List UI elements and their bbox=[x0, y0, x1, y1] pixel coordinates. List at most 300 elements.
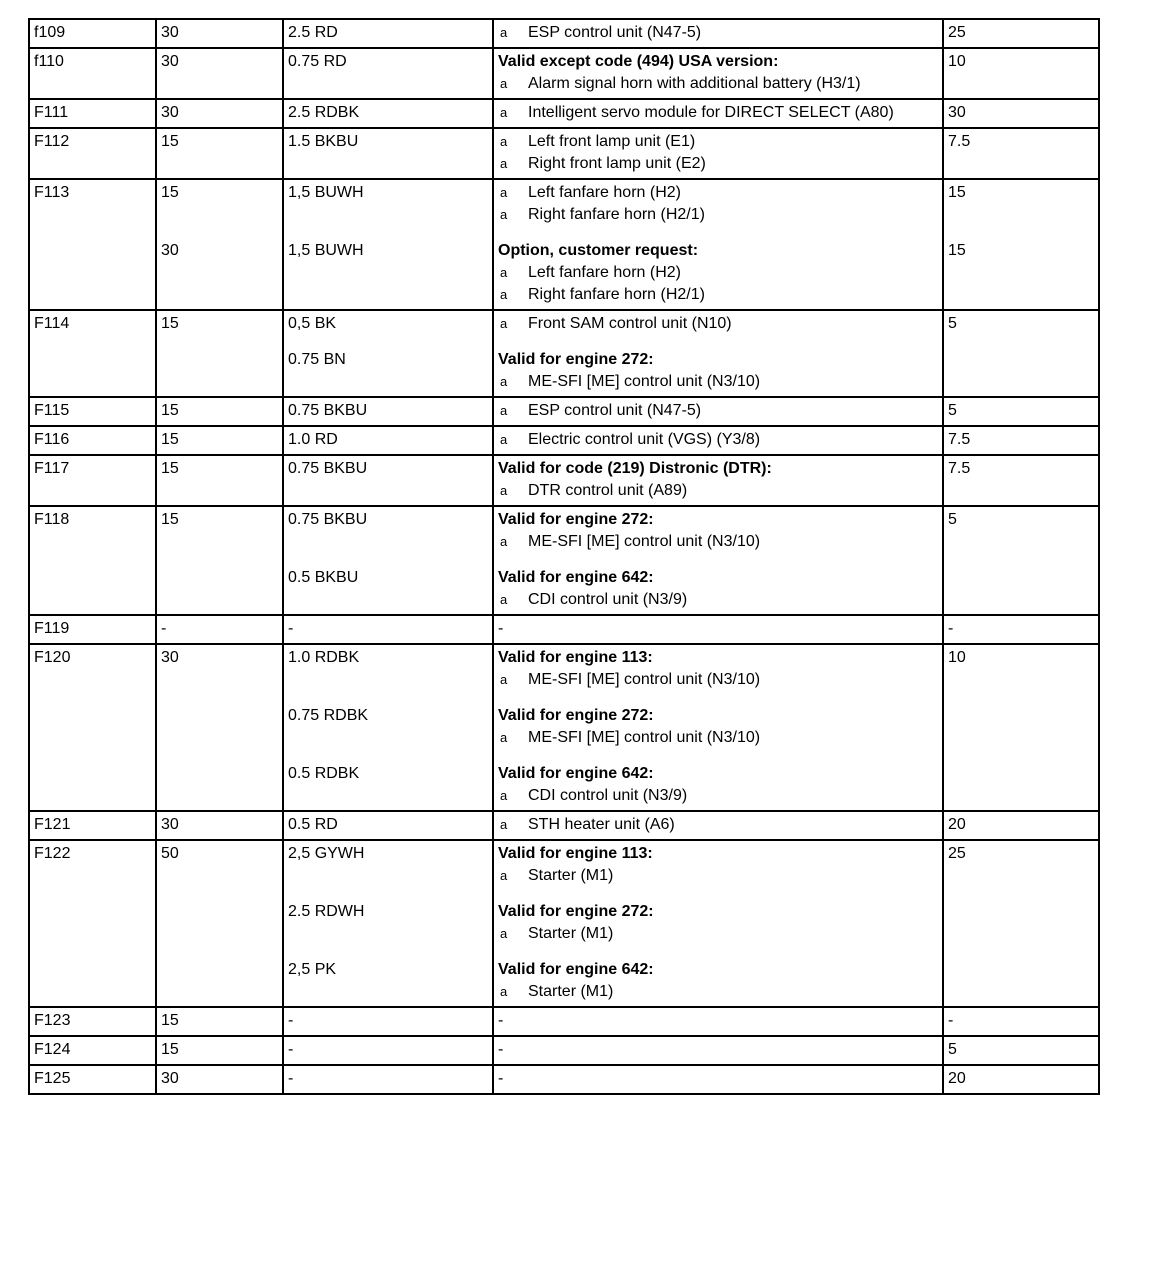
amperage-cell bbox=[943, 644, 1099, 811]
wire-group bbox=[288, 843, 488, 887]
consumer-name: ME-SFI [ME] control unit (N3/10) bbox=[528, 729, 761, 746]
wire-spec: 1.5 BKBU bbox=[288, 133, 359, 150]
bullet-glyph: a bbox=[500, 25, 508, 40]
amperage-cell bbox=[943, 310, 1099, 397]
fuse-number: F117 bbox=[34, 460, 70, 477]
fuse-number: f110 bbox=[34, 53, 64, 70]
wire-cell bbox=[283, 644, 493, 811]
wire-spec: - bbox=[288, 1070, 294, 1087]
amperage-value: 7.5 bbox=[948, 431, 971, 448]
terminal-cell bbox=[156, 19, 283, 48]
wire-spec: - bbox=[288, 1012, 294, 1029]
bullet-glyph: a bbox=[500, 207, 508, 222]
amperage-value: 7.5 bbox=[948, 460, 971, 477]
wire-spec: 0.75 RD bbox=[288, 53, 347, 70]
table-row bbox=[29, 310, 1099, 397]
consumer-item bbox=[498, 262, 938, 284]
consumer-cell bbox=[493, 397, 943, 426]
consumer-group bbox=[498, 1068, 938, 1090]
bullet-glyph: a bbox=[500, 788, 508, 803]
table-row bbox=[29, 1007, 1099, 1036]
terminal-value: 30 bbox=[161, 1070, 179, 1087]
terminal-cell bbox=[156, 99, 283, 128]
consumer-name: Left front lamp unit (E1) bbox=[528, 133, 696, 150]
fuse-cell bbox=[29, 128, 156, 179]
consumer-text: - bbox=[498, 620, 504, 637]
wire-group bbox=[288, 959, 488, 1003]
consumer-item bbox=[498, 284, 938, 306]
fuse-number: F122 bbox=[34, 845, 71, 862]
consumer-name: ME-SFI [ME] control unit (N3/10) bbox=[528, 533, 761, 550]
consumer-item bbox=[498, 102, 938, 124]
consumer-group bbox=[498, 313, 938, 335]
consumer-item bbox=[498, 182, 938, 204]
terminal-cell bbox=[156, 397, 283, 426]
amperage-cell bbox=[943, 397, 1099, 426]
consumer-name: ME-SFI [ME] control unit (N3/10) bbox=[528, 373, 761, 390]
consumer-name: Starter (M1) bbox=[528, 925, 614, 942]
condition-heading: Valid for engine 272: bbox=[498, 707, 654, 724]
amperage-value: 25 bbox=[948, 24, 966, 41]
terminal-cell bbox=[156, 455, 283, 506]
table-row bbox=[29, 455, 1099, 506]
wire-group bbox=[288, 763, 488, 807]
consumer-cell bbox=[493, 811, 943, 840]
condition-heading: Option, customer request: bbox=[498, 242, 699, 259]
table-row bbox=[29, 19, 1099, 48]
terminal-cell bbox=[156, 644, 283, 811]
fuse-cell bbox=[29, 426, 156, 455]
condition-heading: Valid for engine 642: bbox=[498, 765, 654, 782]
table-row bbox=[29, 615, 1099, 644]
amperage-cell bbox=[943, 506, 1099, 615]
amperage-cell bbox=[943, 179, 1099, 310]
consumer-name: STH heater unit (A6) bbox=[528, 816, 675, 833]
wire-spec: 1,5 BUWH bbox=[288, 242, 364, 259]
consumer-group bbox=[498, 763, 938, 807]
consumer-group bbox=[498, 22, 938, 44]
terminal-value: 50 bbox=[161, 845, 179, 862]
consumer-cell bbox=[493, 310, 943, 397]
wire-cell bbox=[283, 179, 493, 310]
table-row bbox=[29, 811, 1099, 840]
wire-cell bbox=[283, 506, 493, 615]
spacer bbox=[288, 865, 488, 887]
consumer-name: Left fanfare horn (H2) bbox=[528, 184, 681, 201]
consumer-item bbox=[498, 923, 938, 945]
wire-spec: 2.5 RDBK bbox=[288, 104, 360, 121]
wire-group bbox=[288, 647, 488, 691]
spacer bbox=[288, 785, 488, 807]
consumer-name: CDI control unit (N3/9) bbox=[528, 591, 688, 608]
consumer-group bbox=[498, 102, 938, 124]
consumer-name: Front SAM control unit (N10) bbox=[528, 315, 732, 332]
wire-spec: 0.75 RDBK bbox=[288, 707, 369, 724]
consumer-name: Starter (M1) bbox=[528, 867, 614, 884]
wire-spec: - bbox=[288, 1041, 294, 1058]
condition-heading: Valid for code (219) Distronic (DTR): bbox=[498, 460, 772, 477]
terminal-cell bbox=[156, 48, 283, 99]
amperage-cell bbox=[943, 99, 1099, 128]
table-row bbox=[29, 426, 1099, 455]
consumer-item bbox=[498, 531, 938, 553]
amperage-cell bbox=[943, 1036, 1099, 1065]
amperage-cell bbox=[943, 840, 1099, 1007]
terminal-value: 30 bbox=[161, 816, 179, 833]
terminal-value: 15 bbox=[161, 1041, 179, 1058]
terminal-cell bbox=[156, 426, 283, 455]
terminal-cell bbox=[156, 179, 283, 310]
wire-group bbox=[288, 182, 488, 226]
fuse-table bbox=[28, 18, 1100, 1095]
consumer-group bbox=[498, 51, 938, 95]
terminal-cell bbox=[156, 128, 283, 179]
bullet-glyph: a bbox=[500, 134, 508, 149]
consumer-text: - bbox=[498, 1070, 504, 1087]
fuse-cell bbox=[29, 397, 156, 426]
amperage-cell bbox=[943, 811, 1099, 840]
terminal-value: 30 bbox=[161, 104, 179, 121]
wire-group bbox=[288, 349, 488, 393]
terminal-value: 30 bbox=[161, 53, 179, 70]
wire-cell bbox=[283, 99, 493, 128]
spacer bbox=[288, 981, 488, 1003]
condition-heading: Valid for engine 272: bbox=[498, 903, 654, 920]
consumer-cell bbox=[493, 615, 943, 644]
consumer-name: Alarm signal horn with additional battery (H3/1) bbox=[528, 75, 861, 92]
wire-spec: 0,5 BK bbox=[288, 315, 337, 332]
terminal-value: 15 bbox=[161, 511, 179, 528]
bullet-glyph: a bbox=[500, 185, 508, 200]
wire-cell bbox=[283, 811, 493, 840]
bullet-glyph: a bbox=[500, 984, 508, 999]
consumer-name: CDI control unit (N3/9) bbox=[528, 787, 688, 804]
wire-spec: 1,5 BUWH bbox=[288, 184, 364, 201]
consumer-item bbox=[498, 22, 938, 44]
consumer-group bbox=[498, 567, 938, 611]
consumer-cell bbox=[493, 1065, 943, 1094]
bullet-glyph: a bbox=[500, 374, 508, 389]
table-row bbox=[29, 397, 1099, 426]
consumer-name: Intelligent servo module for DIRECT SELECT (A80) bbox=[528, 104, 894, 121]
consumer-item bbox=[498, 480, 938, 502]
amperage-cell bbox=[943, 455, 1099, 506]
consumer-group bbox=[498, 959, 938, 1003]
wire-spec: 0.75 BKBU bbox=[288, 511, 368, 528]
wire-cell bbox=[283, 128, 493, 179]
consumer-group bbox=[498, 705, 938, 749]
consumer-group bbox=[498, 131, 938, 175]
terminal-cell bbox=[156, 1007, 283, 1036]
fuse-number: F112 bbox=[34, 133, 70, 150]
fuse-number: F118 bbox=[34, 511, 70, 528]
fuse-number: F111 bbox=[34, 104, 69, 121]
wire-cell bbox=[283, 19, 493, 48]
table-row bbox=[29, 99, 1099, 128]
amperage-value: 5 bbox=[948, 511, 957, 528]
amperage-cell bbox=[943, 1065, 1099, 1094]
consumer-cell bbox=[493, 99, 943, 128]
consumer-name: ESP control unit (N47-5) bbox=[528, 402, 702, 419]
bullet-glyph: a bbox=[500, 926, 508, 941]
amperage-value: 10 bbox=[948, 53, 966, 70]
terminal-value: - bbox=[161, 620, 167, 637]
fuse-number: F113 bbox=[34, 184, 70, 201]
bullet-glyph: a bbox=[500, 265, 508, 280]
wire-spec: 2.5 RD bbox=[288, 24, 338, 41]
terminal-cell bbox=[156, 840, 283, 1007]
bullet-glyph: a bbox=[500, 76, 508, 91]
amperage-value: - bbox=[948, 620, 954, 637]
consumer-cell bbox=[493, 644, 943, 811]
consumer-cell bbox=[493, 426, 943, 455]
wire-group bbox=[288, 705, 488, 749]
terminal-group bbox=[161, 240, 278, 262]
terminal-cell bbox=[156, 506, 283, 615]
fuse-cell bbox=[29, 1065, 156, 1094]
bullet-glyph: a bbox=[500, 432, 508, 447]
spacer bbox=[948, 204, 1094, 226]
spacer bbox=[288, 923, 488, 945]
wire-group bbox=[288, 240, 488, 306]
spacer bbox=[288, 262, 488, 284]
spacer bbox=[161, 204, 278, 226]
terminal-value: 15 bbox=[161, 184, 179, 201]
condition-heading: Valid for engine 272: bbox=[498, 351, 654, 368]
consumer-item bbox=[498, 204, 938, 226]
fuse-table-body bbox=[29, 19, 1099, 1094]
condition-heading: Valid for engine 113: bbox=[498, 845, 653, 862]
terminal-cell bbox=[156, 1036, 283, 1065]
terminal-value: 15 bbox=[161, 431, 179, 448]
wire-spec: 1.0 RD bbox=[288, 431, 338, 448]
consumer-group bbox=[498, 429, 938, 451]
consumer-group bbox=[498, 400, 938, 422]
consumer-group bbox=[498, 843, 938, 887]
amperage-cell bbox=[943, 1007, 1099, 1036]
fuse-number: F124 bbox=[34, 1041, 71, 1058]
consumer-name: Left fanfare horn (H2) bbox=[528, 264, 681, 281]
consumer-group bbox=[498, 1010, 938, 1032]
bullet-glyph: a bbox=[500, 483, 508, 498]
terminal-cell bbox=[156, 1065, 283, 1094]
bullet-glyph: a bbox=[500, 730, 508, 745]
wire-spec: 2,5 PK bbox=[288, 961, 337, 978]
consumer-group bbox=[498, 1039, 938, 1061]
table-row bbox=[29, 1036, 1099, 1065]
consumer-cell bbox=[493, 1036, 943, 1065]
amperage-value: 5 bbox=[948, 402, 957, 419]
spacer bbox=[288, 531, 488, 553]
fuse-cell bbox=[29, 615, 156, 644]
consumer-item bbox=[498, 429, 938, 451]
consumer-name: ME-SFI [ME] control unit (N3/10) bbox=[528, 671, 761, 688]
wire-spec: 0.75 BKBU bbox=[288, 402, 368, 419]
table-row bbox=[29, 48, 1099, 99]
consumer-name: Starter (M1) bbox=[528, 983, 614, 1000]
condition-heading: Valid for engine 272: bbox=[498, 511, 654, 528]
wire-spec: 1.0 RDBK bbox=[288, 649, 360, 666]
consumer-group bbox=[498, 509, 938, 553]
fuse-cell bbox=[29, 811, 156, 840]
terminal-cell bbox=[156, 615, 283, 644]
consumer-text: - bbox=[498, 1012, 504, 1029]
condition-heading: Valid for engine 113: bbox=[498, 649, 653, 666]
fuse-number: f109 bbox=[34, 24, 66, 41]
wire-group bbox=[288, 313, 488, 335]
bullet-glyph: a bbox=[500, 105, 508, 120]
consumer-cell bbox=[493, 1007, 943, 1036]
wire-spec: 0.5 BKBU bbox=[288, 569, 359, 586]
fuse-cell bbox=[29, 1007, 156, 1036]
consumer-name: ESP control unit (N47-5) bbox=[528, 24, 702, 41]
wire-cell bbox=[283, 840, 493, 1007]
wire-cell bbox=[283, 615, 493, 644]
amperage-cell bbox=[943, 48, 1099, 99]
bullet-glyph: a bbox=[500, 868, 508, 883]
terminal-group bbox=[161, 182, 278, 226]
consumer-item bbox=[498, 153, 938, 175]
terminal-value: 15 bbox=[161, 1012, 179, 1029]
consumer-item bbox=[498, 981, 938, 1003]
consumer-item bbox=[498, 73, 938, 95]
wire-cell bbox=[283, 48, 493, 99]
amperage-cell bbox=[943, 615, 1099, 644]
terminal-value: 30 bbox=[161, 649, 179, 666]
bullet-glyph: a bbox=[500, 316, 508, 331]
wire-group bbox=[288, 901, 488, 945]
wire-spec: 0.75 BN bbox=[288, 351, 346, 368]
fuse-number: F123 bbox=[34, 1012, 71, 1029]
spacer bbox=[288, 204, 488, 226]
fuse-cell bbox=[29, 48, 156, 99]
bullet-glyph: a bbox=[500, 156, 508, 171]
amperage-value: 30 bbox=[948, 104, 966, 121]
fuse-cell bbox=[29, 99, 156, 128]
fuse-number: F114 bbox=[34, 315, 70, 332]
wire-cell bbox=[283, 1007, 493, 1036]
consumer-group bbox=[498, 814, 938, 836]
bullet-glyph: a bbox=[500, 403, 508, 418]
consumer-group bbox=[498, 240, 938, 306]
amperage-cell bbox=[943, 426, 1099, 455]
amperage-group bbox=[948, 182, 1094, 226]
terminal-value: 15 bbox=[161, 402, 179, 419]
fuse-cell bbox=[29, 1036, 156, 1065]
consumer-name: Electric control unit (VGS) (Y3/8) bbox=[528, 431, 761, 448]
amperage-value: 15 bbox=[948, 184, 966, 201]
consumer-group bbox=[498, 458, 938, 502]
consumer-item bbox=[498, 814, 938, 836]
spacer bbox=[288, 727, 488, 749]
fuse-cell bbox=[29, 506, 156, 615]
wire-group bbox=[288, 509, 488, 553]
amperage-value: 20 bbox=[948, 816, 966, 833]
terminal-value: 15 bbox=[161, 315, 179, 332]
wire-cell bbox=[283, 1036, 493, 1065]
fuse-cell bbox=[29, 19, 156, 48]
consumer-cell bbox=[493, 455, 943, 506]
wire-cell bbox=[283, 310, 493, 397]
consumer-group bbox=[498, 647, 938, 691]
wire-spec: 2.5 RDWH bbox=[288, 903, 365, 920]
bullet-glyph: a bbox=[500, 672, 508, 687]
consumer-cell bbox=[493, 19, 943, 48]
consumer-group bbox=[498, 901, 938, 945]
consumer-group bbox=[498, 349, 938, 393]
wire-spec: - bbox=[288, 620, 294, 637]
terminal-value: 30 bbox=[161, 24, 179, 41]
amperage-value: 5 bbox=[948, 315, 957, 332]
fuse-cell bbox=[29, 644, 156, 811]
wire-spec: 2,5 GYWH bbox=[288, 845, 365, 862]
table-row bbox=[29, 644, 1099, 811]
amperage-value: 20 bbox=[948, 1070, 966, 1087]
table-row bbox=[29, 128, 1099, 179]
consumer-name: Right fanfare horn (H2/1) bbox=[528, 206, 705, 223]
terminal-value: 15 bbox=[161, 460, 179, 477]
terminal-value: 30 bbox=[161, 242, 179, 259]
table-row bbox=[29, 1065, 1099, 1094]
fuse-cell bbox=[29, 455, 156, 506]
fuse-number: F125 bbox=[34, 1070, 71, 1087]
fuse-cell bbox=[29, 840, 156, 1007]
amperage-cell bbox=[943, 19, 1099, 48]
amperage-value: 7.5 bbox=[948, 133, 971, 150]
table-row bbox=[29, 506, 1099, 615]
amperage-value: 15 bbox=[948, 242, 966, 259]
terminal-cell bbox=[156, 310, 283, 397]
consumer-name: Right fanfare horn (H2/1) bbox=[528, 286, 705, 303]
fuse-cell bbox=[29, 179, 156, 310]
spacer bbox=[288, 371, 488, 393]
condition-heading: Valid except code (494) USA version: bbox=[498, 53, 779, 70]
consumer-cell bbox=[493, 506, 943, 615]
amperage-cell bbox=[943, 128, 1099, 179]
fuse-number: F121 bbox=[34, 816, 71, 833]
consumer-group bbox=[498, 182, 938, 226]
wire-cell bbox=[283, 455, 493, 506]
terminal-value: 15 bbox=[161, 133, 179, 150]
amperage-value: 10 bbox=[948, 649, 966, 666]
consumer-item bbox=[498, 669, 938, 691]
bullet-glyph: a bbox=[500, 817, 508, 832]
consumer-name: DTR control unit (A89) bbox=[528, 482, 688, 499]
bullet-glyph: a bbox=[500, 287, 508, 302]
fuse-number: F119 bbox=[34, 620, 70, 637]
consumer-name: Right front lamp unit (E2) bbox=[528, 155, 706, 172]
consumer-item bbox=[498, 865, 938, 887]
amperage-value: 5 bbox=[948, 1041, 957, 1058]
consumer-cell bbox=[493, 48, 943, 99]
consumer-item bbox=[498, 131, 938, 153]
consumer-item bbox=[498, 313, 938, 335]
consumer-text: - bbox=[498, 1041, 504, 1058]
spacer bbox=[288, 669, 488, 691]
terminal-cell bbox=[156, 811, 283, 840]
bullet-glyph: a bbox=[500, 534, 508, 549]
consumer-group bbox=[498, 618, 938, 640]
amperage-value: - bbox=[948, 1012, 954, 1029]
table-row bbox=[29, 840, 1099, 1007]
fuse-number: F120 bbox=[34, 649, 71, 666]
wire-spec: 0.5 RD bbox=[288, 816, 338, 833]
spacer bbox=[288, 589, 488, 611]
consumer-item bbox=[498, 727, 938, 749]
wire-spec: 0.5 RDBK bbox=[288, 765, 360, 782]
wire-cell bbox=[283, 1065, 493, 1094]
condition-heading: Valid for engine 642: bbox=[498, 961, 654, 978]
